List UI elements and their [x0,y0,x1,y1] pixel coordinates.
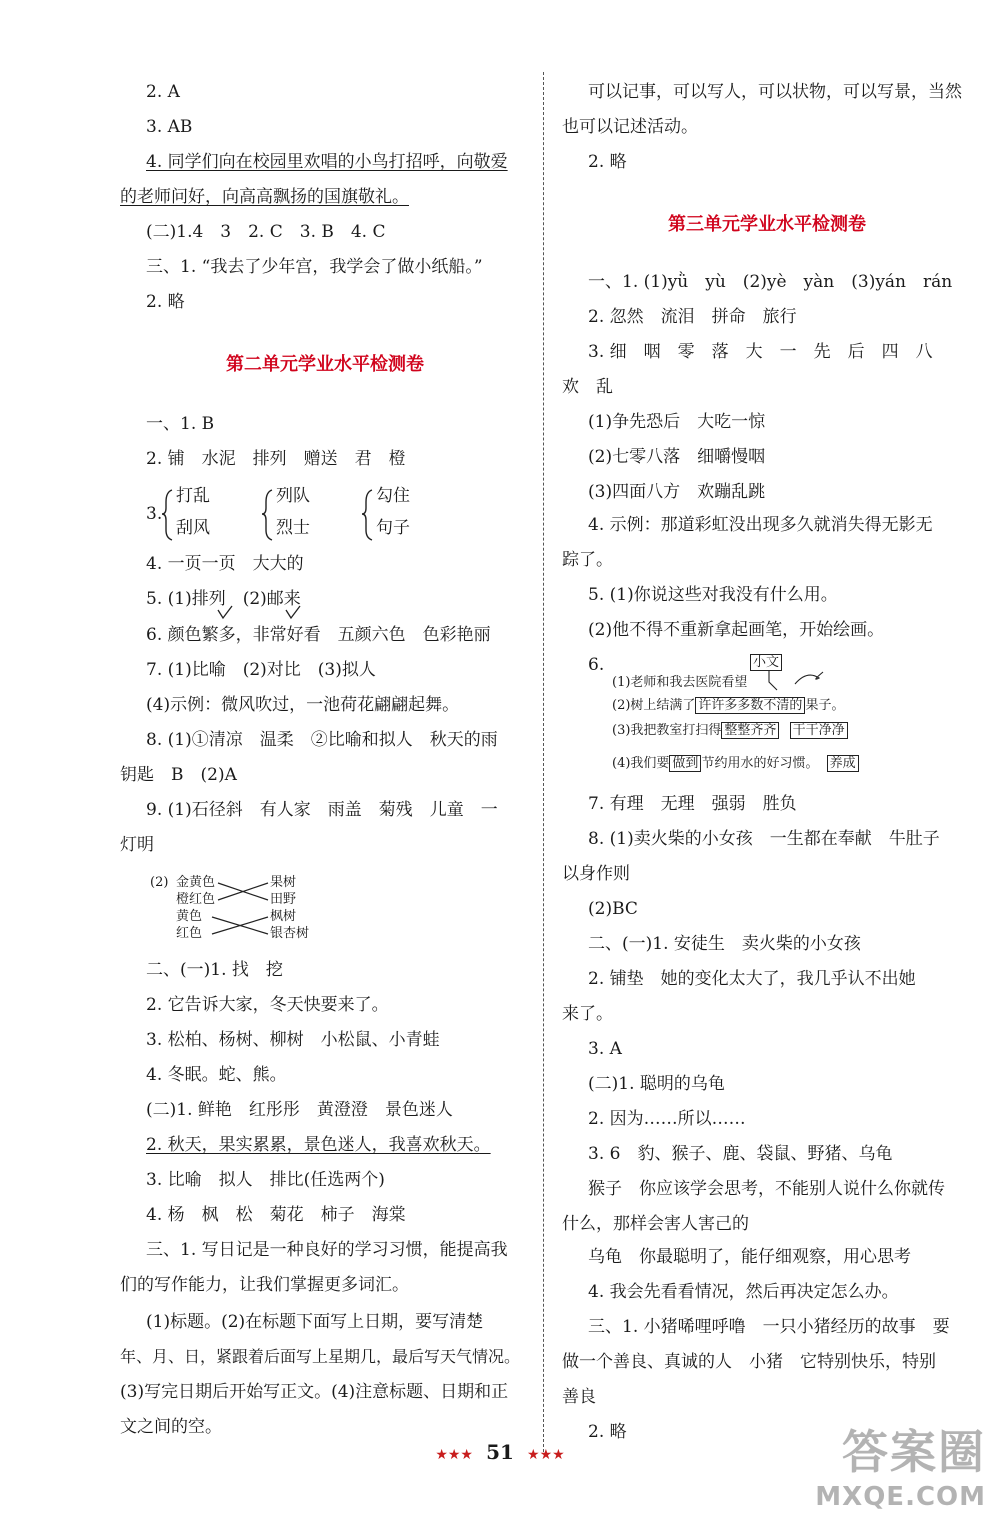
answer-line: (1)老师和我去医院看望 [612,675,748,690]
answer-line: 4. 杨 枫 松 菊花 柿子 海棠 [146,1205,406,1225]
section-heading: 第二单元学业水平检测卷 [226,354,424,375]
correction-box: 养成 [827,755,859,772]
answer-line: 3. 松柏、杨树、柳树 小松鼠、小青蛙 [146,1030,440,1050]
answer-line: 3. 6 豹、猴子、鹿、袋鼠、野猪、乌龟 [588,1144,893,1164]
answer-line: 们的写作能力，让我们掌握更多词汇。 [120,1275,409,1295]
brace-word: 烈士 [276,518,310,538]
answer-line: 4. 冬眠。蛇、熊。 [146,1065,287,1085]
answer-line: 8. (1)①清凉 温柔 ②比喻和拟人 秋天的雨 [146,730,498,750]
answer-line: 6. 颜色繁多，非常好看 五颜六色 色彩艳丽 [146,625,491,645]
answer-line: 3. 比喻 拟人 排比(任选两个) [146,1170,385,1190]
brace-word: 勾住 [376,486,410,506]
match-left-item: 红色 [176,926,203,941]
answer-line: 二、(一)1. 安徒生 卖火柴的小女孩 [588,934,861,954]
correction-box: 整整齐齐 [721,722,779,739]
answer-line: 踪了。 [562,550,613,570]
answer-line: 2. 忽然 流泪 拼命 旅行 [588,307,797,327]
answer-line: 年、月、日，紧跟着后面写上星期几，最后写天气情况。 [120,1347,521,1366]
answer-line: 2. 略 [588,1422,627,1442]
brace-word: 打乱 [176,486,210,506]
brace-group [120,484,530,544]
answer-line: 2. 因为……所以…… [588,1109,746,1129]
answer-line: 2. 它告诉大家，冬天快要来了。 [146,995,389,1015]
brace-group-number: 3. [146,504,163,524]
answer-line: 3. A [588,1039,622,1059]
answer-line: 灯明 [120,835,154,855]
answer-line: 2. A [146,82,180,102]
check-marks [210,604,320,622]
answer-line: 的老师问好，向高高飘扬的国旗敬礼。 [120,187,409,207]
match-right-item: 枫树 [270,909,297,924]
star-icon: ★★★ [527,1447,565,1463]
answer-line: 2. 秋天，果实累累，景色迷人，我喜欢秋天。 [146,1135,491,1155]
page-number: 51 [486,1440,514,1464]
answer-line: (1)标题。(2)在标题下面写上日期，要写清楚 [146,1312,484,1332]
answer-line: (3)四面八方 欢蹦乱跳 [588,482,766,502]
brace-word: 列队 [276,486,310,506]
answer-line: 文之间的空。 [120,1417,222,1437]
answer-line: 8. (1)卖火柴的小女孩 一生都在奉献 牛肚子 [588,829,940,849]
correction-box: 干干净净 [790,722,848,739]
answer-line: 可以记事，可以写人，可以状物，可以写景，当然 [588,82,962,102]
answer-line: 也可以记述活动。 [562,117,698,137]
answer-line: 二、(一)1. 找 挖 [146,960,283,980]
star-icon: ★★★ [435,1447,473,1463]
answer-line: 4. 同学们向在校园里欢唱的小鸟打招呼，向敬爱 [146,152,508,172]
answer-line: 4. 示例：那道彩虹没出现多久就消失得无影无 [588,515,933,535]
answer-line: 做一个善良、真诚的人 小猪 它特别快乐，特别 [562,1352,936,1372]
answer-line: (二)1. 鲜艳 红彤彤 黄澄澄 景色迷人 [146,1100,453,1120]
answer-line: (二)1.4 3 2. C 3. B 4. C [146,222,386,242]
watermark [815,1416,986,1512]
answer-line: 4. 我会先看看情况，然后再决定怎么办。 [588,1282,899,1302]
answer-line: 2. 铺垫 她的变化太大了，我几乎认不出她 [588,969,916,989]
answer-line: 一、1. (1)yǜ yù (2)yè yàn (3)yán rán [588,272,953,292]
answer-line: 3. 细 咽 零 落 大 一 先 后 四 八 [588,342,933,362]
answer-line: 猴子 你应该学会思考，不能别人说什么你就传 [588,1179,945,1199]
answer-line: 来了。 [562,1004,613,1024]
match-right-item: 田野 [270,892,297,907]
match-left-item: 橙红色 [176,892,216,907]
answer-line: 9. (1)石径斜 有人家 雨盖 菊残 儿童 一 [146,800,498,820]
answer-line: 2. 略 [588,152,627,172]
answer-line: 什么，那样会害人害己的 [562,1214,749,1234]
answer-line: (2)BC [588,899,638,919]
section-heading: 第三单元学业水平检测卷 [668,214,866,235]
answer-line: (4)我们要 做到 节约用水的好习惯。 养成 [612,755,859,773]
answer-line: (1)争先恐后 大吃一惊 [588,412,766,432]
correction-box: 做到 [669,755,701,772]
match-right-item: 银杏树 [270,926,310,941]
answer-line: 欢 乱 [562,377,613,397]
answer-line: (2)他不得不重新拿起画笔，开始绘画。 [588,620,885,640]
matching-lines [120,874,420,946]
answer-line: 一、1. B [146,414,215,434]
answer-line: 3. AB [146,117,193,137]
correction-marks [767,668,837,694]
answer-line: 5. (1)排列 (2)邮来 [146,589,301,609]
answer-line: (2)七零八落 细嚼慢咽 [588,447,766,467]
match-right-item: 果树 [270,875,297,890]
answer-line: 三、1. 小猪唏哩呼噜 一只小猪经历的故事 要 [588,1317,950,1337]
answer-line: 7. (1)比喻 (2)对比 (3)拟人 [146,660,376,680]
answer-line: 三、1. “我去了少年宫，我学会了做小纸船。” [146,257,483,277]
answer-line: 2. 略 [146,292,185,312]
brace-word: 刮风 [176,518,210,538]
correction-box: 小文 [750,654,782,671]
match-left-item: 黄色 [176,909,203,924]
column-divider [543,72,544,1452]
answer-line: 善良 [562,1387,596,1407]
answer-line: 7. 有理 无理 强弱 胜负 [588,794,797,814]
answer-line: (4)示例：微风吹过，一池荷花翩翩起舞。 [146,695,460,715]
answer-line: 以身作则 [562,864,630,884]
answer-line: 4. 一页一页 大大的 [146,554,304,574]
answer-line: (2)树上结满了 许许多多数不清的 果子。 [612,698,845,713]
match-left-item: 金黄色 [176,875,216,890]
answer-line: 乌龟 你最聪明了，能仔细观察，用心思考 [588,1247,911,1267]
matching-diagram [120,874,420,946]
answer-line: 2. 铺 水泥 排列 赠送 君 橙 [146,449,406,469]
answer-line: 钥匙 B (2)A [120,765,237,785]
brace-word: 句子 [376,518,410,538]
answer-line: (二)1. 聪明的乌龟 [588,1074,725,1094]
answer-line: (3)写完日期后开始写正文。(4)注意标题、日期和正 [120,1382,509,1402]
watermark-url: MXQE.COM [815,1482,986,1512]
question-number: 6. [588,655,605,675]
correction-box: 许许多多数不清的 [695,697,805,714]
watermark-logo-text: 答案圈 [842,1425,986,1479]
matching-label: (2) [150,875,169,890]
answer-line: 5. (1)你说这些对我没有什么用。 [588,585,838,605]
answer-line: 三、1. 写日记是一种良好的学习习惯，能提高我 [146,1240,508,1260]
answer-line: (3)我把教室打扫得 整整齐齐 干干净净 [612,722,848,740]
